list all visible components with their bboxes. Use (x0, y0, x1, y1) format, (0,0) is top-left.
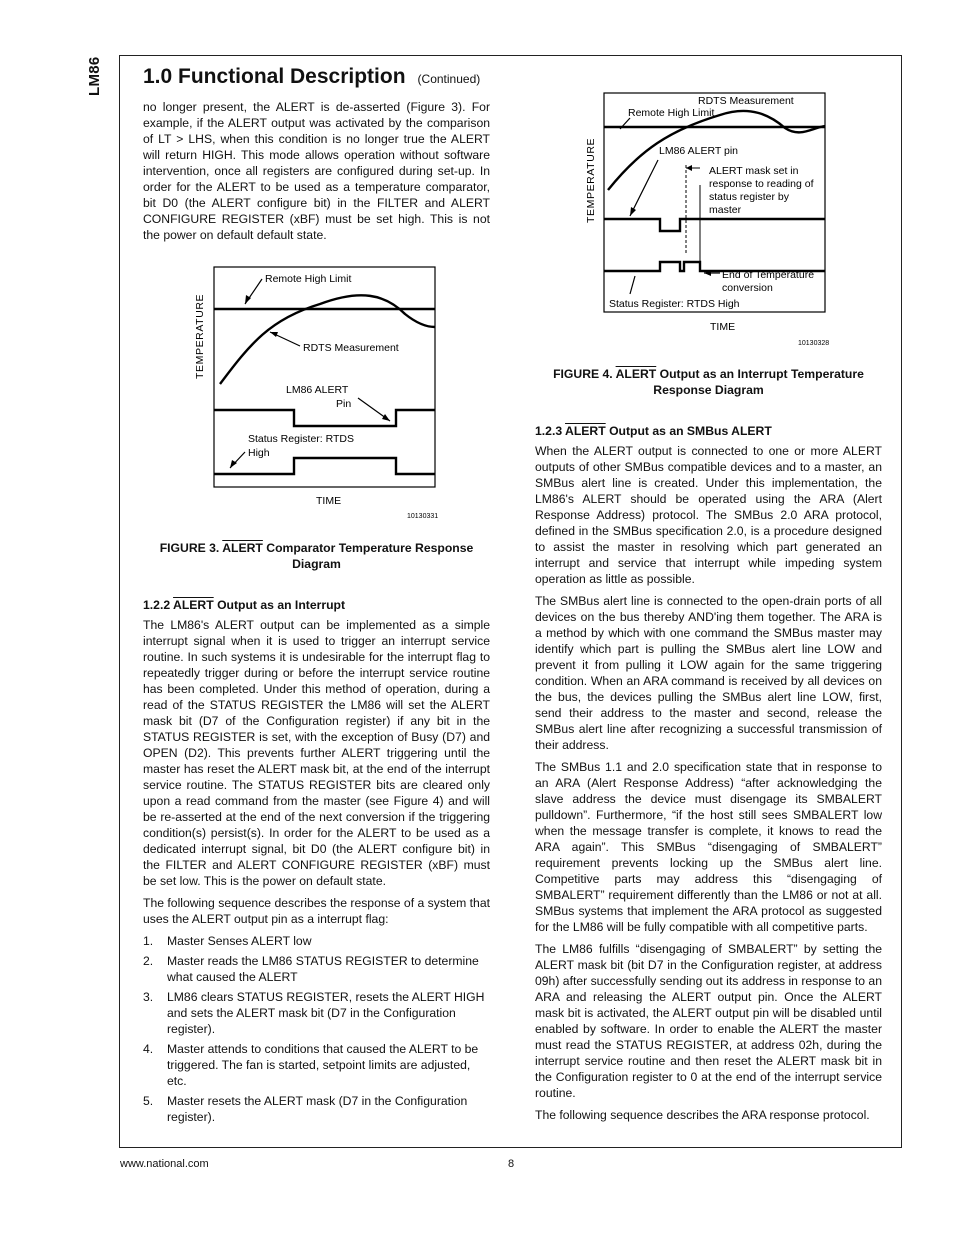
left-body (143, 597, 490, 1129)
left-intro (143, 99, 490, 249)
figure-4-caption: FIGURE 4. ALERT Output as an Interrupt Temperature Response Diagram (553, 367, 864, 397)
intro-paragraph: no longer present, the ALERT is de-asserted (Figure 3). For example, if the ALERT output was activated by the comparison of LT > LHS, when this condition is no longer true the ALERT will return HIGH. This mode allows operation without software intervention, once all registers are configured during set-up. In order for the ALERT to be used as a temperature comparator, bit D0 (the ALERT configure bit) in the FILTER and ALERT CONFIGURE REGISTER (xBF) must be set high. This is not the power on default default state. (143, 100, 490, 242)
interrupt-paragraph: The LM86's ALERT output can be implemented as a simple interrupt signal when it is used to trigger an interrupt service routine. In such systems it is undesirable for the interrupt flag to repeatedly trigger during or before the interrupt service routine has been completed. Under this method of operation, during a read of the STATUS REGISTER the LM86 will set the ALERT mask bit (D7 of the Configuration register) if any bit in the STATUS REGISTER is set, with the exception of Busy (D7) and OPEN (D2). This prevents further ALERT triggering until the master has reset the ALERT mask bit, at the end of the interrupt service routine. The STATUS REGISTER bits are cleared only upon a read command from the master (see Figure 4) and will be re-asserted at the end of the next conversion if the triggering condition(s) persist(s). In order for the ALERT to be used as a dedicated interrupt signal, bit D0 (the ALERT configure bit) in the FILTER and ALERT CONFIGURE REGISTER (xBF) must be set low. This is the power on default state. (143, 618, 490, 888)
section-1-2-2-heading: 1.2.2 ALERT Output as an Interrupt (143, 598, 346, 612)
list-item: 2. Master reads the LM86 STATUS REGISTER to determine what caused the ALERT (143, 954, 479, 984)
smbus-alert-paragraph-1: When the ALERT output is connected to one or more ALERT outputs of other SMBus compatible devices and to a master, an SMBus alert line is created. Under this implementation, the LM86's ALERT should be operated using the ARA (Alert Response Address) protocol. The SMBus 2.0 ARA protocol, defined in the SMBus specification 2.0, is a procedure designed to assist the master in resolving which part generated an interrupt and service that interrupt while impeding system operation as little as possible. (535, 444, 882, 586)
fig3-rdts-label: RDTS Measurement (303, 342, 399, 354)
fig4-code: 10130328 (798, 340, 830, 347)
smbus-alert-paragraph-2: The SMBus alert line is connected to the open-drain ports of all devices on the bus thereby AND'ing them together. The ARA is a method by which with one command the SMBus master may identify which part is pulling the SMBus alert line LOW and prevent it from pulling it LOW again for the same triggering condition. When an ARA command is received by all devices on the bus, the devices pulling the SMBus alert line LOW, first, send their address to the master and second, release the SMBus alert line after recognizing a successful transmission of their address. (535, 594, 882, 752)
sequence-intro: The following sequence describes the response of a system that uses the ALERT output pin as a interrupt flag: (143, 896, 490, 926)
list-item: 4. Master attends to conditions that caused the ALERT to be triggered. The fan is started, setpoint limits are adjusted, etc. (143, 1042, 479, 1088)
fig4-mask-label-1: ALERT mask set in (709, 165, 799, 177)
right-body (535, 423, 882, 1129)
fig4-mask-label-2: response to reading of (709, 178, 814, 190)
continued-note: (Continued) (417, 72, 481, 86)
smbus-alert-paragraph-5: The following sequence describes the ARA response protocol. (535, 1108, 870, 1122)
fig3-status-label-1: Status Register: RTDS (248, 433, 355, 445)
fig4-mask-label-3: status register by (709, 191, 789, 203)
fig3-status-label-2: High (248, 447, 270, 459)
list-item: 3. LM86 clears STATUS REGISTER, resets the ALERT HIGH and sets the ALERT mask bit (D7 in the Configuration register). (143, 990, 485, 1036)
fig4-eoc-label-2: conversion (722, 282, 773, 294)
fig3-x-axis-label: TIME (316, 495, 342, 507)
status-register-trace (214, 458, 435, 474)
smbus-alert-paragraph-3: The SMBus 1.1 and 2.0 specification state that in response to an ARA (Alert Response Address) “after acknowledging the slave address the device must disengage its SMBALERT pulldown”. Furthermore, “if the host still sees SMBALERT low when the message transfer is complete, it knows to read the ARA again”. This SMBus “disengaging of SMBALERT” requirement prevents locking up the SMBus alert line. Competitive parts may address this “disengaging of SMBALERT” requirement differently than the LM86 or not at all. SMBus systems that implement the ARA protocol as suggested for the LM86 will be fully compatible with all competitive parts. (535, 760, 882, 934)
part-number-label: LM86 (86, 56, 103, 96)
interrupt-sequence-list (143, 933, 490, 1125)
footer-website[interactable]: www.national.com (120, 1158, 209, 1170)
alert-pin-trace (214, 410, 435, 426)
fig3-alert-pin-label-1: LM86 ALERT (286, 384, 349, 396)
list-item: 5. Master resets the ALERT mask (D7 in the Configuration register). (143, 1094, 468, 1124)
page-number: 8 (508, 1158, 515, 1170)
fig4-remote-high-limit-label: Remote High Limit (628, 107, 715, 119)
smbus-alert-paragraph-4: The LM86 fulfills “disengaging of SMBALERT” by setting the ALERT mask bit (bit D7 in the Configuration register, at address 09h) after successfully sending out its address in response to an ARA and releasing the ALERT output pin. Once the ALERT mask bit is activated, the ALERT output pin will be disabled until enabled by software. In order to enable the ALERT the master must read the STATUS REGISTER, at address 02h, during the interrupt service routine and then reset the ALERT mask bit in the Configuration register to 0 at the end of the interrupt service routine. (535, 942, 882, 1100)
fig4-alert-pin-label: LM86 ALERT pin (659, 145, 738, 157)
fig3-remote-high-limit-label: Remote High Limit (265, 273, 352, 285)
fig3-code: 10130331 (407, 513, 439, 520)
fig4-eoc-label-1: End of Temperature (722, 269, 815, 281)
figure-4-diagram (580, 90, 840, 350)
fig4-y-axis-label: TEMPERATURE (585, 137, 597, 223)
figure-3-caption: FIGURE 3. ALERT Comparator Temperature Response Diagram (159, 541, 474, 571)
fig4-mask-label-4: master (709, 204, 742, 216)
fig4-status-label: Status Register: RTDS High (609, 298, 740, 310)
fig3-alert-pin-label-2: Pin (336, 398, 352, 410)
figure-3-diagram (190, 264, 450, 524)
fig4-rdts-label: RDTS Measurement (698, 95, 794, 107)
list-item: 1. Master Senses ALERT low (143, 934, 312, 948)
alert-pin-trace (604, 219, 825, 231)
fig3-y-axis-label: TEMPERATURE (194, 293, 206, 379)
fig4-x-axis-label: TIME (710, 321, 736, 333)
section-title: 1.0 Functional Description (Continued) (143, 65, 481, 88)
section-1-2-3-heading: 1.2.3 ALERT Output as an SMBus ALERT (535, 424, 772, 438)
